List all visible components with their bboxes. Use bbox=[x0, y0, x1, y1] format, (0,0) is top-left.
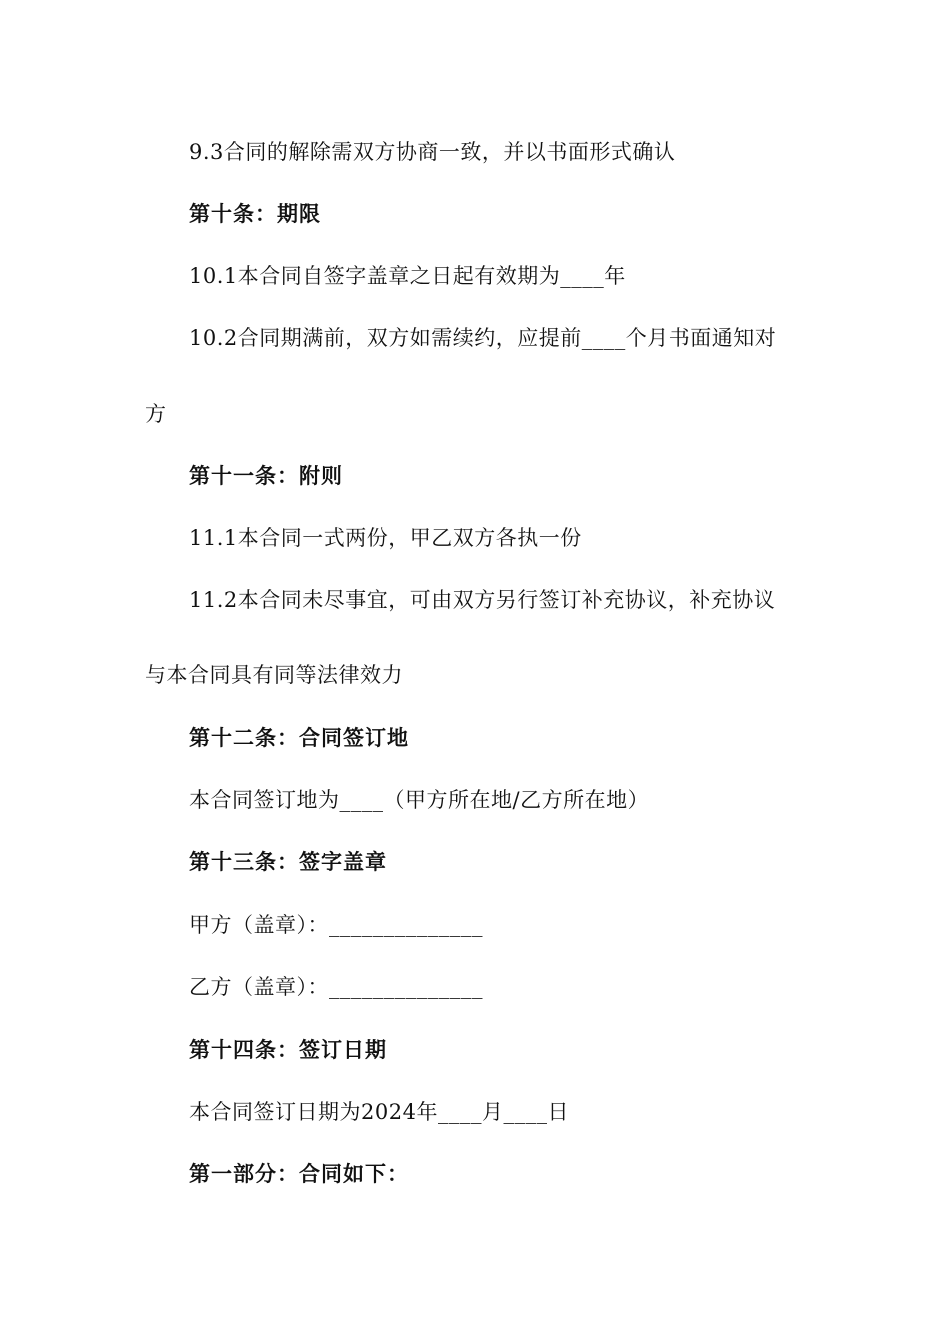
party-a-seal-line: 甲方（盖章）：______________ bbox=[189, 913, 483, 937]
party-b-seal-line: 乙方（盖章）：______________ bbox=[189, 975, 483, 999]
clause-11-2-continued: 与本合同具有同等法律效力 bbox=[145, 663, 403, 687]
clause-9-3: 9.3合同的解除需双方协商一致，并以书面形式确认 bbox=[189, 140, 676, 164]
article-10-heading: 第十条：期限 bbox=[189, 202, 321, 226]
clause-10-2: 10.2合同期满前，双方如需续约，应提前____个月书面通知对 bbox=[189, 326, 777, 350]
signing-date-text: 本合同签订日期为2024年____月____日 bbox=[189, 1100, 569, 1124]
article-12-heading: 第十二条：合同签订地 bbox=[189, 726, 409, 750]
clause-10-2-continued: 方 bbox=[145, 402, 167, 426]
article-11-heading: 第十一条：附则 bbox=[189, 464, 343, 488]
clause-11-1: 11.1本合同一式两份，甲乙双方各执一份 bbox=[189, 526, 582, 550]
article-14-heading: 第十四条：签订日期 bbox=[189, 1038, 387, 1062]
clause-11-2: 11.2本合同未尽事宜，可由双方另行签订补充协议，补充协议 bbox=[189, 588, 776, 612]
signing-place-text: 本合同签订地为____（甲方所在地/乙方所在地） bbox=[189, 788, 650, 812]
article-13-heading: 第十三条：签字盖章 bbox=[189, 850, 387, 874]
part-one-heading: 第一部分：合同如下： bbox=[189, 1162, 409, 1186]
clause-10-1: 10.1本合同自签字盖章之日起有效期为____年 bbox=[189, 264, 626, 288]
